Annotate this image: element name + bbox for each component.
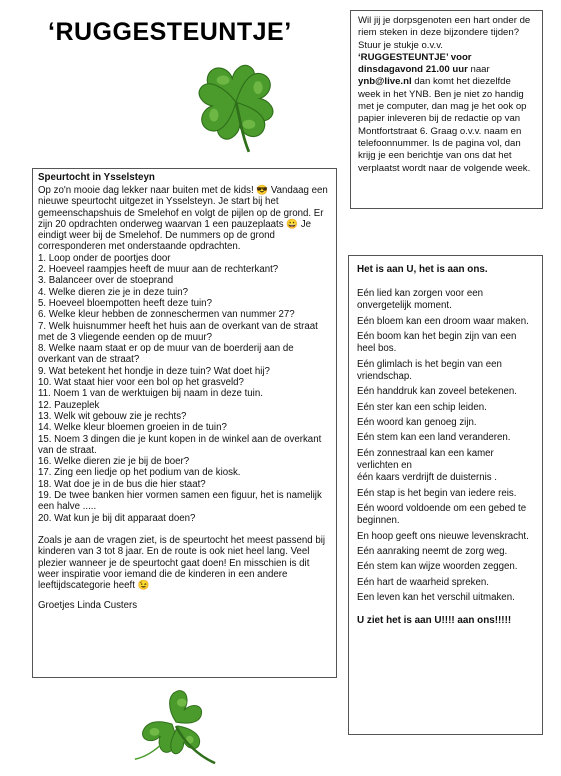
poem-line: Eén hart de waarheid spreken. bbox=[357, 576, 489, 588]
poem-line: Een leven kan het verschil uitmaken. bbox=[357, 592, 515, 604]
poem-line: Eén bloem kan een droom waar maken. bbox=[357, 315, 529, 327]
poem-box bbox=[348, 255, 543, 735]
scavenger-hunt-outro: Zoals je aan de vragen ziet, is de speurtocht het meest passend bij kinderen van 3 tot 8 jaar. En de route is ook niet heel lang. Veel plezier wanneer je de speurtocht gaat doen! En misschien is dit weer inspiratie voor iemand die de kinderen in een andere leeftijdscategorie heeft 😉 bbox=[38, 534, 326, 592]
poem-line: Eén stem kan een land veranderen. bbox=[357, 432, 511, 444]
scavenger-hunt-box bbox=[32, 168, 337, 678]
list-item: 18. Wat doe je in de bus die hier staat? bbox=[38, 478, 206, 490]
list-item: 16. Welke dieren zie je bij de boer? bbox=[38, 456, 190, 468]
poem-line: Eén aanraking neemt de zorg weg. bbox=[357, 545, 508, 557]
clover-sprig-icon bbox=[125, 683, 223, 771]
poem-line: Eén glimlach is het begin van een vriendschap. bbox=[357, 358, 502, 382]
list-item: 9. Wat betekent het hondje in deze tuin? Wat doet hij? bbox=[38, 365, 270, 377]
wink-emoji-icon: 😉 bbox=[137, 580, 150, 592]
poem-line: Eén handdruk kan zoveel betekenen. bbox=[357, 386, 517, 398]
list-item: 6. Welke kleur hebben de zonneschermen van nummer 27? bbox=[38, 309, 295, 321]
smile-emoji-icon: 😀 bbox=[286, 218, 299, 230]
list-item: 17. Zing een liedje op het podium van de kiosk. bbox=[38, 467, 241, 479]
list-item: 1. Loop onder de poortjes door bbox=[38, 252, 171, 264]
list-item: 10. Wat staat hier voor een bol op het grasveld? bbox=[38, 377, 244, 389]
poem-line: Eén stap is het begin van iedere reis. bbox=[357, 487, 517, 499]
submission-deadline: ‘RUGGESTEUNTJE’ voor dinsdagavond 21.00 uur bbox=[358, 51, 472, 76]
poem-line: Eén woord kan genoeg zijn. bbox=[357, 416, 477, 428]
list-item: 15. Noem 3 dingen die je kunt kopen in de winkel aan de overkant van de straat. bbox=[38, 433, 322, 456]
poem-line: Eén stem kan wijze woorden zeggen. bbox=[357, 561, 518, 573]
list-item: 8. Welke naam staat er op de muur van de boerderij aan de overkant van de straat? bbox=[38, 343, 294, 366]
poem-line: Eén boom kan het begin zijn van een heel bos. bbox=[357, 330, 517, 355]
scavenger-hunt-signature: Groetjes Linda Custers bbox=[38, 600, 138, 612]
list-item: 12. Pauzeplek bbox=[38, 399, 100, 411]
submission-info-box bbox=[350, 10, 543, 209]
poem-line: Eén woord voldoende om een gebed te beginnen. bbox=[357, 502, 527, 527]
list-item: 5. Hoeveel bloempotten heeft deze tuin? bbox=[38, 297, 212, 309]
list-item: 20. Wat kun je bij dit apparaat doen? bbox=[38, 512, 196, 524]
poem-title: Het is aan U, het is aan ons. bbox=[357, 264, 488, 275]
scavenger-hunt-title: Speurtocht in Ysselsteyn bbox=[38, 172, 155, 183]
poem-line: Eén ster kan een schip leiden. bbox=[357, 401, 487, 413]
poem-line: Eén lied kan zorgen voor een onvergetelijk moment. bbox=[357, 288, 484, 312]
four-leaf-clover-icon bbox=[190, 56, 282, 154]
scavenger-hunt-intro: Op zo'n mooie dag lekker naar buiten met de kids! 😎 Vandaag een nieuwe speurtocht uitgezet in Ysselsteyn. Je start bij het gemeenschapshuis de Smelehof en volgt de pijlen op de grond. Er zijn 20 opdrachten onderweg waarvan 1 een pauzeplaats 😀 Je eindigt weer bij de Smelehof. De nummers op de grond corresponderen met onderstaande opdrachten. bbox=[38, 185, 328, 253]
scavenger-hunt-list bbox=[38, 253, 331, 524]
poem-line: één kaars verdrijft de duisternis . bbox=[357, 472, 497, 484]
list-item: 7. Welk huisnummer heeft het huis aan de overkant van de straat met de 3 vliegende eenden op de muur? bbox=[38, 320, 318, 343]
poem-line: Eén zonnestraal kan een kamer verlichten en bbox=[357, 447, 494, 471]
submission-info-text: Wil jij je dorpsgenoten een hart onder de riem steken in deze bijzondere tijden? Stuur je stukje o.v.v. ‘RUGGESTEUNTJE’ voor dinsdagavond 21.00 uur naar ynb@live.nl dan komt het diezelfde week in het YNB. Ben je niet zo handig met je computer, dan mag je het ook op papier inleveren bij de redactie op van Montfortstraat 6. Graag o.v.v. naam en telefoonnummer. Is de pagina vol, dan krijg je een berichtje van ons dat het verplaatst wordt naar de volgende week. bbox=[358, 15, 531, 174]
list-item: 13. Welk wit gebouw zie je rechts? bbox=[38, 410, 187, 422]
list-item: 4. Welke dieren zie je in deze tuin? bbox=[38, 286, 189, 298]
poem-lines bbox=[357, 288, 534, 604]
list-item: 14. Welke kleur bloemen groeien in de tuin? bbox=[38, 422, 227, 434]
list-item: 11. Noem 1 van de werktuigen bij naam in deze tuin. bbox=[38, 388, 263, 400]
list-item: 19. De twee banken hier vormen samen een figuur, het is namelijk een halve ..... bbox=[38, 490, 322, 513]
list-item: 2. Hoeveel raampjes heeft de muur aan de rechterkant? bbox=[38, 264, 279, 276]
poem-line: En hoop geeft ons nieuwe levenskracht. bbox=[357, 530, 529, 542]
submission-email: ynb@live.nl bbox=[358, 76, 412, 88]
poem-closing: U ziet het is aan U!!!! aan ons!!!!! bbox=[357, 615, 512, 627]
list-item: 3. Balanceer over de stoeprand bbox=[38, 275, 174, 287]
sunglasses-emoji-icon: 😎 bbox=[256, 185, 269, 196]
page-title: ‘RUGGESTEUNTJE’ bbox=[48, 18, 292, 46]
